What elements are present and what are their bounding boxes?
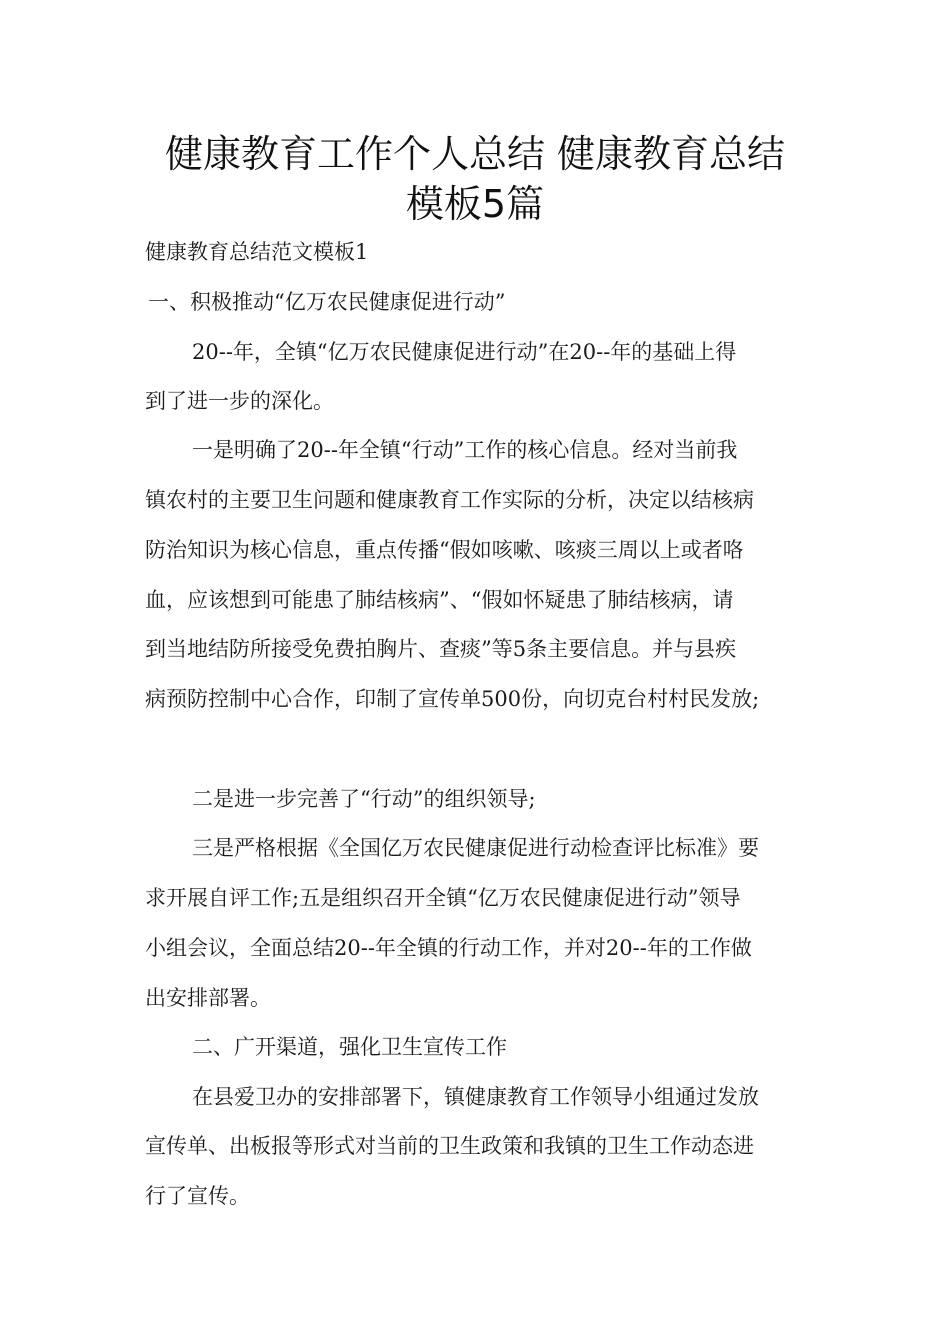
paragraph-line: 20--年，全镇“亿万农民健康促进行动”在20--年的基础上得	[192, 340, 737, 364]
document-title-line1: 健康教育工作个人总结 健康教育总结	[164, 132, 786, 176]
section-heading: 一、积极推动“亿万农民健康促进行动”	[148, 290, 506, 314]
paragraph-line: 一是明确了20--年全镇“行动”工作的核心信息。经对当前我	[192, 438, 738, 462]
document-title-line2: 模板5篇	[405, 182, 545, 226]
paragraph-line: 血，应该想到可能患了肺结核病”、“假如怀疑患了肺结核病，请	[145, 588, 734, 612]
paragraph-line: 防治知识为核心信息，重点传播“假如咳嗽、咳痰三周以上或者咯	[145, 538, 744, 562]
section-heading: 二、广开渠道，强化卫生宣传工作	[192, 1035, 507, 1059]
paragraph-line: 到当地结防所接受免费拍胸片、查痰”等5条主要信息。并与县疾	[145, 637, 737, 661]
paragraph-line: 到了进一步的深化。	[145, 389, 334, 413]
paragraph-line: 求开展自评工作;五是组织召开全镇“亿万农民健康促进行动”领导	[145, 886, 741, 910]
paragraph-line: 行了宣传。	[145, 1184, 250, 1208]
paragraph-line: 三是严格根据《全国亿万农民健康促进行动检查评比标准》要	[192, 836, 759, 860]
paragraph-line: 镇农村的主要卫生问题和健康教育工作实际的分析，决定以结核病	[145, 488, 754, 512]
paragraph-line: 二是进一步完善了“行动”的组织领导;	[192, 787, 536, 811]
paragraph-line: 病预防控制中心合作，印制了宣传单500份，向切克台村村民发放;	[145, 687, 760, 711]
section-subtitle: 健康教育总结范文模板1	[145, 240, 369, 264]
paragraph-line: 出安排部署。	[145, 986, 271, 1010]
paragraph-line: 宣传单、出板报等形式对当前的卫生政策和我镇的卫生工作动态进	[145, 1134, 754, 1158]
paragraph-line: 小组会议，全面总结20--年全镇的行动工作，并对20--年的工作做	[145, 936, 752, 960]
paragraph-line: 在县爱卫办的安排部署下，镇健康教育工作领导小组通过发放	[192, 1085, 759, 1109]
